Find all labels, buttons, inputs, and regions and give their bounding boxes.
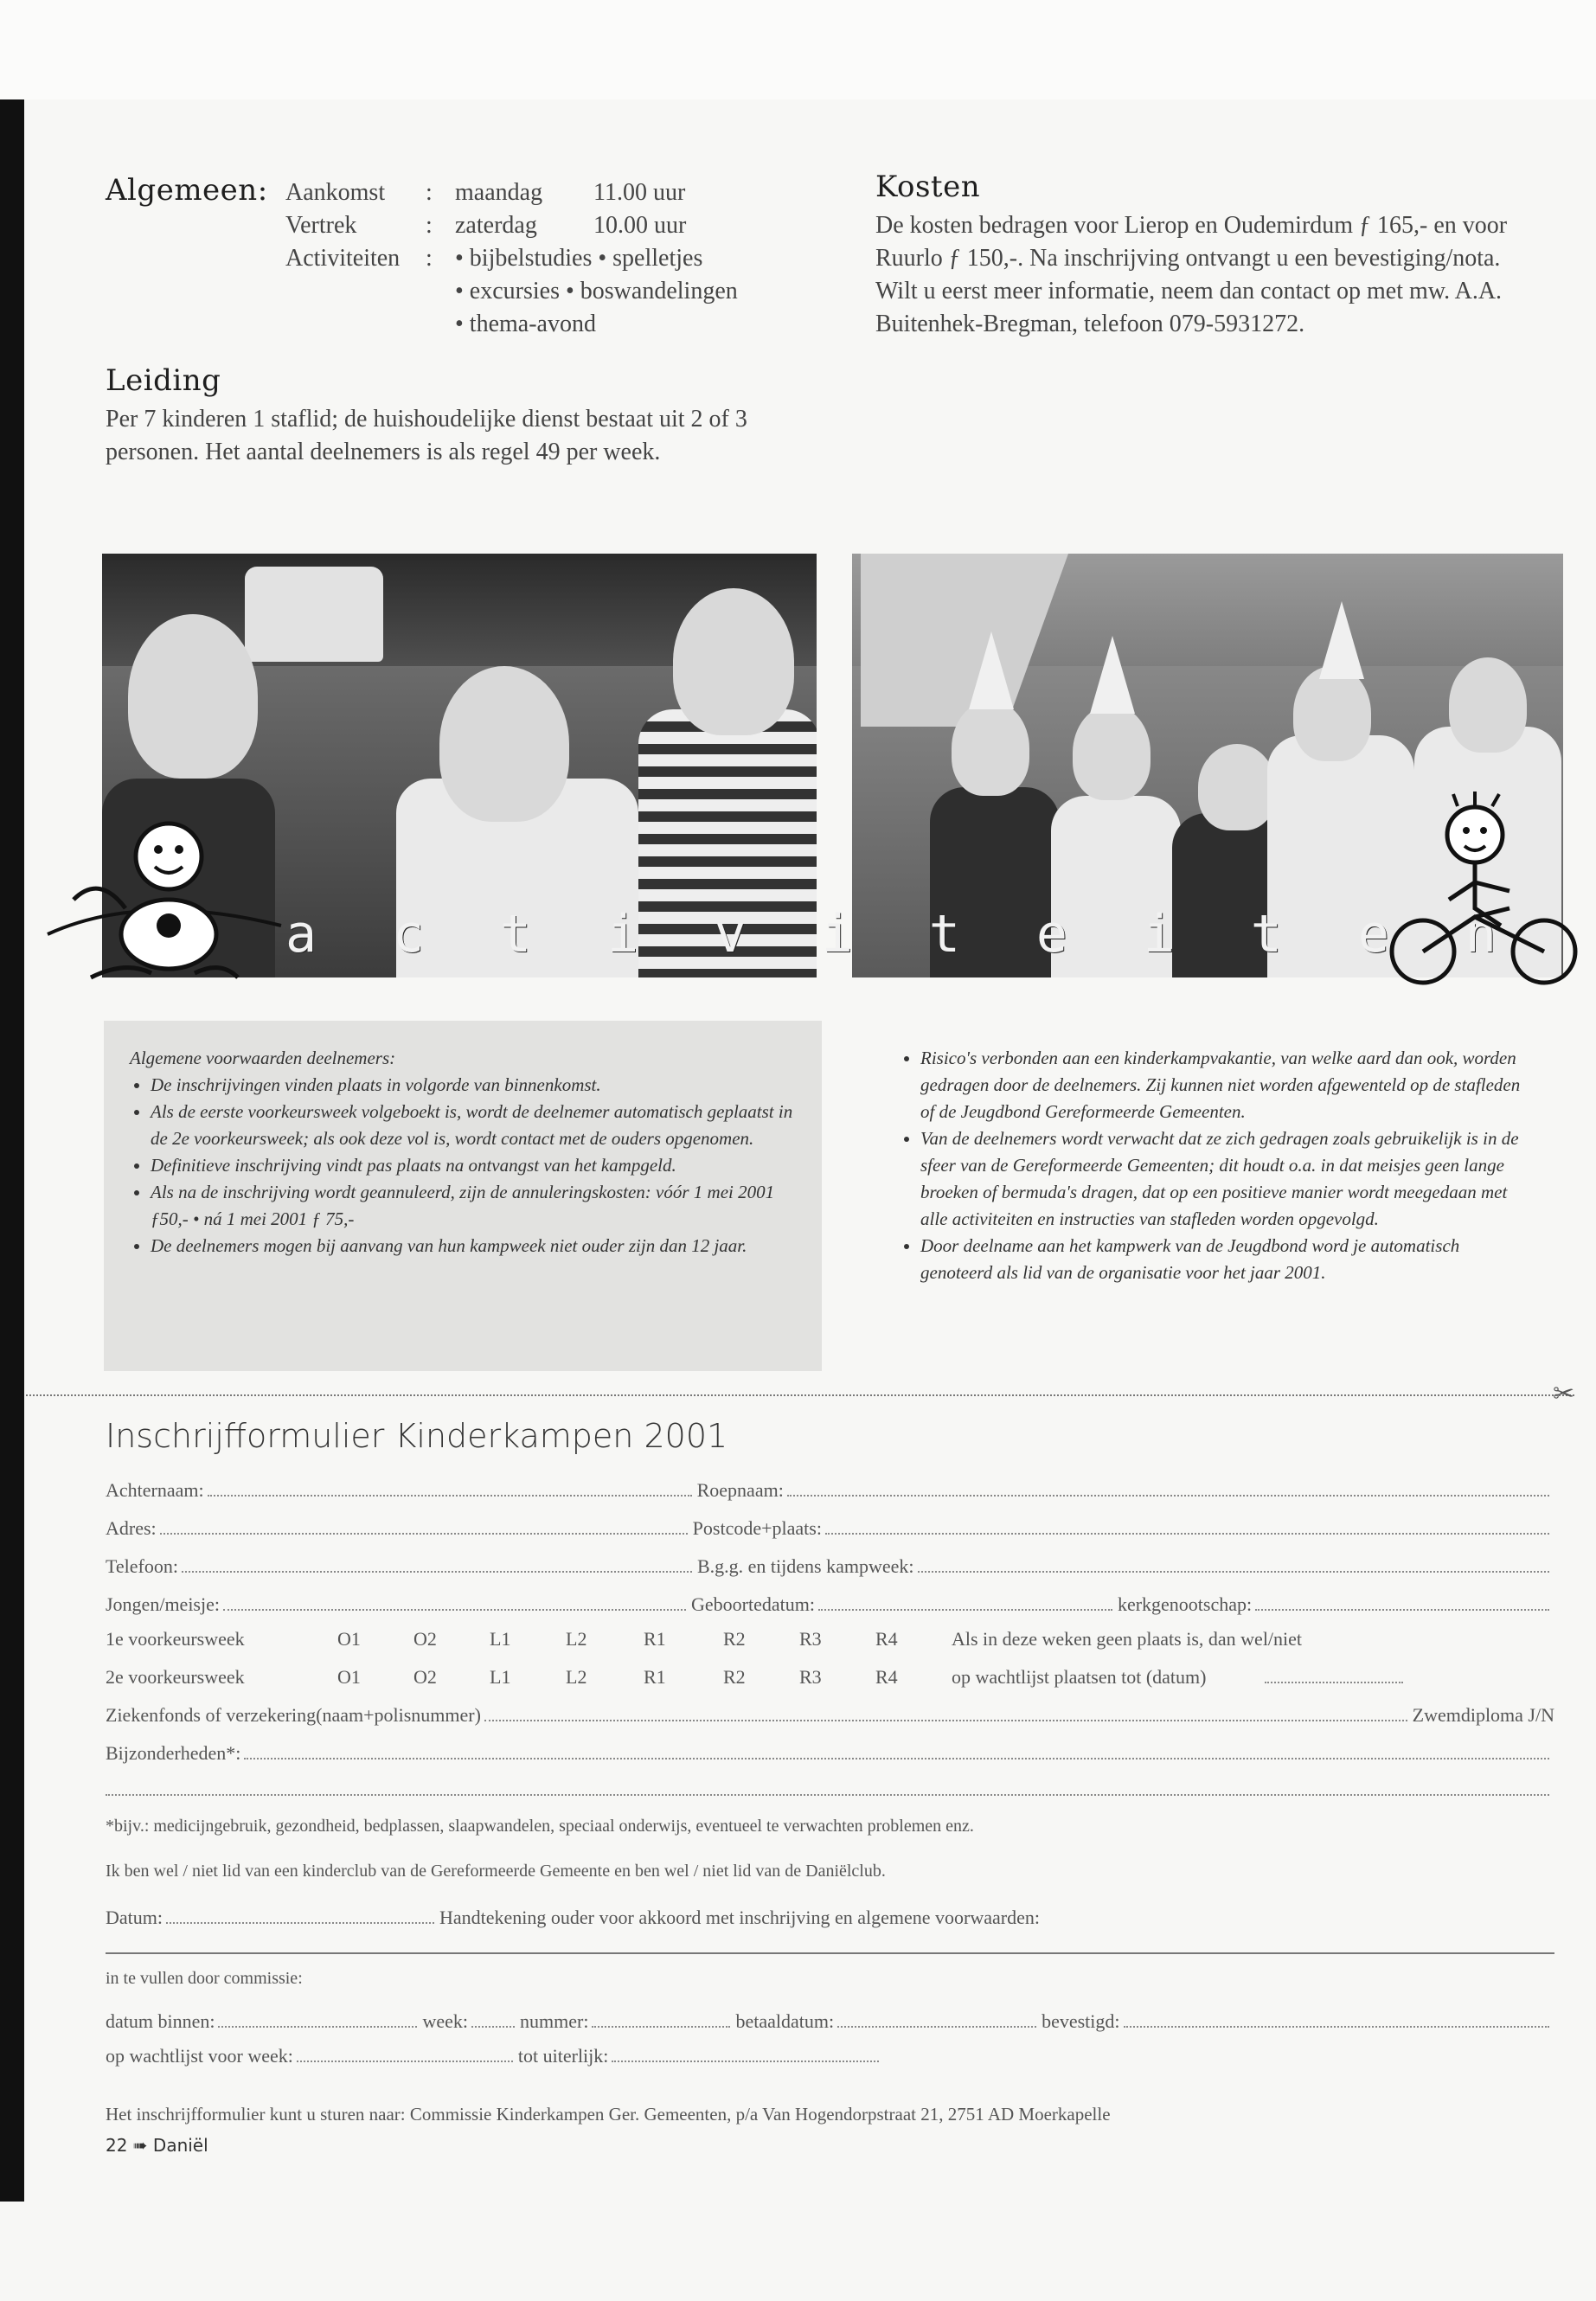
form-row-week1: [106, 1623, 1554, 1652]
banner-letter: e: [1035, 904, 1068, 965]
form-row-details: [106, 1735, 1554, 1765]
voorwaarde-item: • Van de deelnemers wordt verwacht dat ze zich gedragen zoals gebruikelijk is in de sfeer van de Gereformeerde Gemeenten; dit houdt o.a. in dat meisjes geen lange broeken of bermuda's dragen, dat op een positieve manier wordt meegedaan met alle activiteiten en instructies van stafleden worden opgevolgd.: [920, 1125, 1531, 1233]
banner-letter: a: [285, 904, 317, 965]
footnote: *bijv.: medicijngebruik, gezondheid, bedplassen, slaapwandelen, speciaal onderwijs, eventueel te verwachten problemen enz.: [106, 1817, 974, 1836]
form-row-commission1: [106, 2003, 1554, 2033]
week2-note: op wachtlijst plaatsen tot (datum): [952, 1666, 1207, 1688]
bevestigd-field[interactable]: [1124, 2026, 1549, 2028]
form-row-details-extra: [106, 1772, 1554, 1801]
kosten-contact: Wilt u eerst meer informatie, neem dan contact op met mw. A.A. Buitenhek-Bregman, telefoon 079-5931272.: [875, 278, 1503, 337]
nummer-field[interactable]: [592, 2026, 730, 2028]
week-option-o2[interactable]: O2: [413, 1628, 437, 1650]
cut-line: [26, 1394, 1574, 1396]
banner-letter: t: [1250, 904, 1282, 965]
week-option-r2[interactable]: R2: [723, 1666, 746, 1688]
form-row-insurance: [106, 1697, 1554, 1727]
adres-field[interactable]: [160, 1533, 688, 1535]
paper-hat: [1090, 636, 1135, 714]
schedule-colon: :: [426, 212, 433, 239]
leiding-text: Per 7 kinderen 1 staflid; de huishoudelijke dienst bestaat uit 2 of 3 personen. Het aantal deelnemers is als regel 49 per week.: [106, 406, 747, 465]
mailing-address: Het inschrijfformulier kunt u sturen naar: Commissie Kinderkampen Ger. Gemeenten, p/a Van Hogendorpstraat 21, 2751 AD Moerkapelle: [106, 2104, 1111, 2125]
kerkgenootschap-field[interactable]: [1255, 1609, 1549, 1611]
scan-left-edge: [0, 99, 24, 2202]
photo-car: [245, 567, 383, 662]
datum-field[interactable]: [166, 1922, 434, 1924]
voorwaarden-list-right: [900, 1045, 1531, 1286]
week-field[interactable]: [471, 2026, 515, 2028]
bgg-label: B.g.g. en tijdens kampweek:: [696, 1555, 914, 1577]
child-face: [128, 614, 258, 779]
voorwaarde-item: • Definitieve inschrijving vindt pas plaats na ontvangst van het kampgeld.: [151, 1152, 796, 1179]
banner-letter: e: [1357, 904, 1389, 965]
form-title: Inschrijfformulier Kinderkampen 2001: [106, 1417, 728, 1455]
postcode-label: Postcode+plaats:: [692, 1517, 822, 1539]
voorwaarde-item: • Als de eerste voorkeursweek volgeboekt is, wordt de deelnemer automatisch geplaatst in de 2e voorkeursweek; als ook deze vol is, wordt contact met de ouders opgenomen.: [151, 1099, 796, 1152]
banner-letter: n: [1465, 904, 1497, 965]
adres-label: Adres:: [106, 1517, 157, 1539]
week2-label: 2e voorkeursweek: [106, 1666, 245, 1688]
week-option-o1[interactable]: O1: [337, 1628, 361, 1650]
activity-line: • excursies • boswandelingen: [455, 278, 738, 304]
schedule-time: 11.00 uur: [593, 179, 686, 206]
kosten-text: De kosten bedragen voor Lierop en Oudemirdum ƒ 165,- en voor Ruurlo ƒ 150,-. Na inschrijving ontvangt u een bevestiging/nota.: [875, 212, 1508, 272]
child-face: [952, 701, 1029, 796]
telefoon-label: Telefoon:: [106, 1555, 178, 1577]
bevestigd-label: bevestigd:: [1042, 2010, 1120, 2032]
child-face: [1449, 657, 1527, 753]
banner-letter: c: [392, 904, 425, 965]
telefoon-field[interactable]: [182, 1571, 692, 1573]
commission-divider: [106, 1952, 1554, 1954]
schedule-row-aankomst: [285, 176, 738, 209]
child-face: [1198, 744, 1276, 830]
geboortedatum-label: Geboortedatum:: [690, 1593, 815, 1615]
schedule-label: Aankomst: [285, 179, 386, 206]
doodle-child-bicycle-icon: [1380, 787, 1587, 986]
datum-label: Datum:: [106, 1907, 163, 1928]
schedule-label: Activiteiten: [285, 245, 401, 272]
week-option-r2[interactable]: R2: [723, 1628, 746, 1650]
schedule-row-activiteiten: [285, 242, 738, 275]
roepnaam-field[interactable]: [787, 1495, 1549, 1497]
ziekenfonds-label: Ziekenfonds of verzekering(naam+polisnummer): [106, 1704, 481, 1726]
banner-letter: t: [499, 904, 532, 965]
betaaldatum-field[interactable]: [837, 2026, 1036, 2028]
banner-letter: v: [714, 904, 747, 965]
bijzonderheden-field[interactable]: [244, 1758, 1549, 1759]
voorwaarden-list-left: [130, 1072, 796, 1259]
doodle-child-left-icon: [39, 796, 290, 995]
tot-uiterlijk-field[interactable]: [612, 2061, 879, 2062]
kosten-heading: Kosten: [875, 170, 981, 204]
lid-statement: Ik ben wel / niet lid van een kinderclub van de Gereformeerde Gemeente en ben wel / niet lid van de Daniëlclub.: [106, 1862, 886, 1881]
child-face: [673, 588, 794, 735]
form-row-commission2: [106, 2038, 884, 2067]
week-option-l2[interactable]: L2: [566, 1666, 587, 1688]
voorwaarde-item: • De inschrijvingen vinden plaats in volgorde van binnenkomst.: [151, 1072, 796, 1099]
form-row-name: [106, 1472, 1554, 1502]
voorwaarden-left-box: [104, 1021, 822, 1371]
datum-binnen-field[interactable]: [218, 2026, 417, 2028]
wachtlijst-datum-field[interactable]: [1265, 1682, 1403, 1683]
handtekening-label: Handtekening ouder voor akkoord met inschrijving en algemene voorwaarden:: [439, 1907, 1040, 1928]
week-option-l1[interactable]: L1: [490, 1628, 511, 1650]
roepnaam-label: Roepnaam:: [696, 1479, 784, 1501]
form-row-phone: [106, 1548, 1554, 1578]
schedule-row-vertrek: [285, 209, 738, 242]
commissie-label: in te vullen door commissie:: [106, 1969, 303, 1988]
banner-letter: i: [821, 904, 854, 965]
zwemdiploma-label: Zwemdiploma J/N: [1412, 1704, 1554, 1726]
banner-letter: i: [1143, 904, 1175, 965]
achternaam-label: Achternaam:: [106, 1479, 204, 1501]
paper-hat: [1319, 601, 1364, 679]
wachtlijst-field[interactable]: [297, 2061, 513, 2062]
week-option-l2[interactable]: L2: [566, 1628, 587, 1650]
voorwaarden-title: Algemene voorwaarden deelnemers:: [130, 1048, 396, 1068]
voorwaarde-item: • De deelnemers mogen bij aanvang van hun kampweek niet ouder zijn dan 12 jaar.: [151, 1233, 796, 1259]
leiding-section: [106, 363, 815, 469]
activiteiten-banner: [285, 904, 1497, 965]
activity-line: • thema-avond: [455, 311, 596, 337]
bijzonderheden-label: Bijzonderheden*:: [106, 1742, 241, 1764]
voorwaarde-item: • Als na de inschrijving wordt geannuleerd, zijn de annuleringskosten: vóór 1 mei 2001 ƒ50,- • ná 1 mei 2001 ƒ 75,-: [151, 1179, 796, 1233]
paper-hat: [969, 631, 1014, 709]
tot-uiterlijk-label: tot uiterlijk:: [517, 2045, 609, 2067]
week-option-r4[interactable]: R4: [875, 1666, 898, 1688]
week-option-r1[interactable]: R1: [644, 1666, 666, 1688]
form-row-signature: [106, 1900, 1554, 1929]
kosten-section: [875, 170, 1559, 341]
nummer-label: nummer:: [520, 2010, 589, 2032]
kerkgenootschap-label: kerkgenootschap:: [1117, 1593, 1253, 1615]
week-label: week:: [422, 2010, 469, 2032]
week-option-r3[interactable]: R3: [799, 1628, 822, 1650]
child-face: [439, 666, 569, 822]
form-row-address: [106, 1510, 1554, 1540]
page-number: 22 ➠ Daniël: [106, 2135, 208, 2156]
voorwaarde-item: • Risico's verbonden aan een kinderkampvakantie, van welke aard dan ook, worden gedragen door de deelnemers. Zij kunnen niet worden afgewenteld op de stafleden of de Jeugdbond Gereformeerde Gemeenten.: [920, 1045, 1531, 1125]
week-option-o1[interactable]: O1: [337, 1666, 361, 1688]
ziekenfonds-field[interactable]: [484, 1720, 1407, 1721]
form-row-week2: [106, 1661, 1554, 1690]
week-option-o2[interactable]: O2: [413, 1666, 437, 1688]
activity-line: • bijbelstudies • spelletjes: [455, 245, 703, 272]
datum-binnen-label: datum binnen:: [106, 2010, 215, 2032]
child-face: [1293, 666, 1371, 761]
schedule-colon: :: [426, 179, 433, 206]
schedule-day: maandag: [455, 179, 543, 206]
week-option-r3[interactable]: R3: [799, 1666, 822, 1688]
schedule-time: 10.00 uur: [593, 212, 687, 239]
week1-note: Als in deze weken geen plaats is, dan wel/niet: [952, 1628, 1303, 1650]
week-option-l1[interactable]: L1: [490, 1666, 511, 1688]
geboortedatum-field[interactable]: [818, 1609, 1112, 1611]
jongen-meisje-field[interactable]: [223, 1609, 686, 1611]
leiding-heading: Leiding: [106, 363, 221, 398]
banner-letter: i: [606, 904, 639, 965]
wachtlijst-label: op wachtlijst voor week:: [106, 2045, 293, 2067]
algemeen-heading: Algemeen:: [106, 173, 268, 208]
scissors-icon: ✂: [1553, 1379, 1575, 1409]
jongen-meisje-label: Jongen/meisje:: [106, 1593, 220, 1615]
voorwaarden-right-box: [865, 1021, 1557, 1371]
bgg-field[interactable]: [918, 1571, 1550, 1573]
week-option-r1[interactable]: R1: [644, 1628, 666, 1650]
schedule-colon: :: [426, 245, 433, 272]
child-face: [1073, 705, 1151, 800]
achternaam-field[interactable]: [208, 1495, 692, 1497]
bijzonderheden-field-line2[interactable]: [106, 1794, 1549, 1796]
schedule-day: zaterdag: [455, 212, 537, 239]
postcode-field[interactable]: [825, 1533, 1549, 1535]
algemeen-schedule: [285, 176, 738, 341]
page-top-margin: [0, 0, 1596, 99]
week1-label: 1e voorkeursweek: [106, 1628, 245, 1650]
betaaldatum-label: betaaldatum:: [735, 2010, 835, 2032]
week-option-r4[interactable]: R4: [875, 1628, 898, 1650]
form-row-gender: [106, 1586, 1554, 1616]
voorwaarde-item: • Door deelname aan het kampwerk van de Jeugdbond word je automatisch genoteerd als lid van de organisatie voor het jaar 2001.: [920, 1233, 1531, 1286]
banner-letter: t: [928, 904, 961, 965]
schedule-label: Vertrek: [285, 212, 357, 239]
